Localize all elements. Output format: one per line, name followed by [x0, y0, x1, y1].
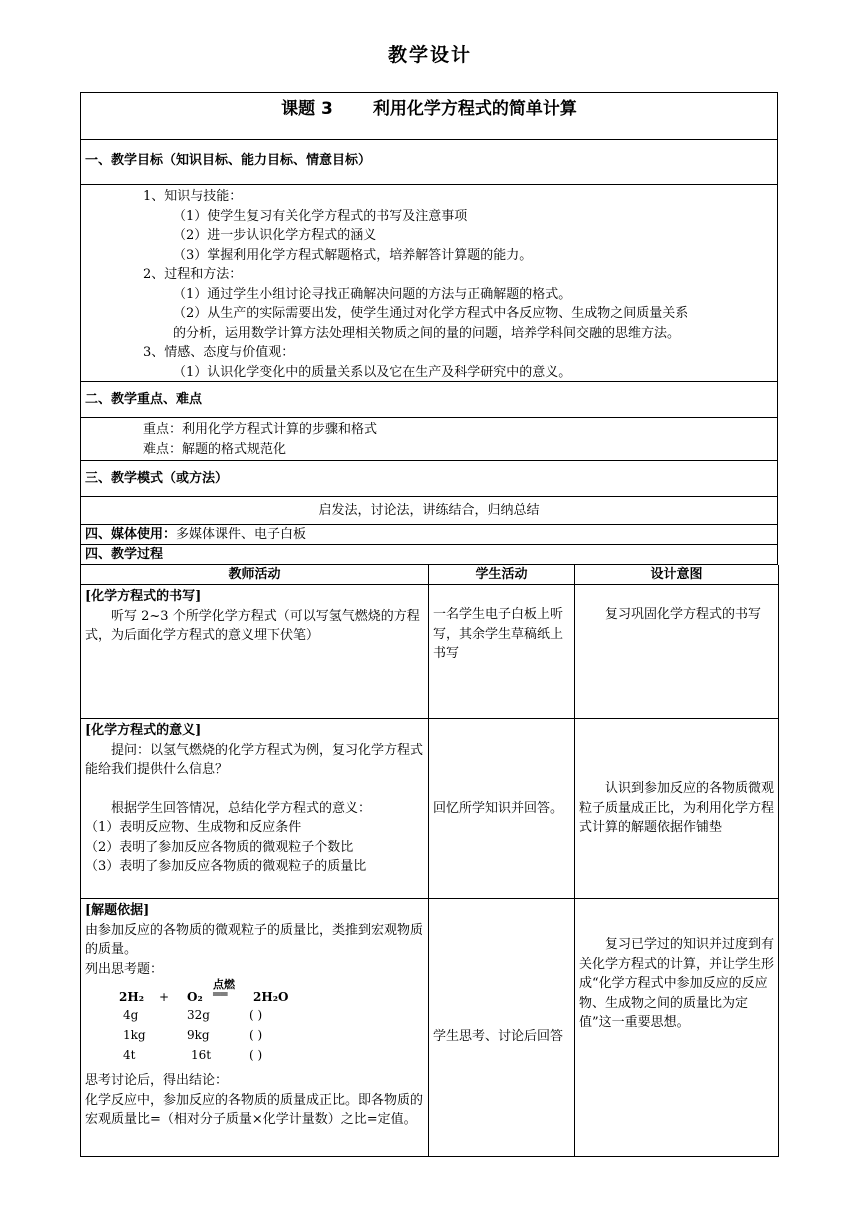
plus-sign: + — [159, 990, 170, 1004]
lesson-title-row — [80, 92, 778, 140]
product-h2o: 2H₂O — [253, 990, 289, 1004]
mass-h2: 4g — [123, 1008, 139, 1022]
teacher-activity-text: 听写 2~3 个所学化学方程式（可以写氢气燃烧的方程式，为后面化学方程式的意义埋下伏笔） — [85, 608, 420, 643]
knowledge-title: 1、知识与技能： — [143, 189, 243, 204]
teacher-activity-text: 由参加反应的各物质的微观粒子的质量比，类推到宏观物质的质量。 — [85, 922, 424, 957]
document-title: 教学设计 — [387, 44, 472, 66]
mass-o2: 32g — [187, 1008, 210, 1022]
key-point: 重点：利用化学方程式计算的步骤和格式 — [143, 422, 378, 437]
column-header: 设计意图 — [575, 565, 779, 585]
reaction-condition: 点燃 — [213, 978, 235, 991]
meaning-item: （2）表明了参加反应各物质的微观粒子个数比 — [85, 839, 354, 855]
difficult-point: 难点：解题的格式规范化 — [143, 441, 287, 457]
emotion-title: 3、情感、态度与价值观： — [143, 345, 295, 360]
knowledge-item: （3）掌握利用化学方程式解题格式，培养解答计算题的能力。 — [173, 247, 533, 263]
lesson-plan-table — [80, 92, 778, 1157]
table-row — [81, 585, 779, 719]
column-header: 学生活动 — [429, 565, 575, 585]
table-row — [81, 719, 779, 899]
table-header-row — [81, 565, 779, 585]
key-points-body — [80, 418, 778, 461]
media-row — [80, 525, 778, 545]
column-header: 教师活动 — [81, 565, 429, 585]
teacher-activity-heading: [解题依据] — [85, 903, 150, 918]
teacher-activity-heading: [化学方程式的书写] — [85, 589, 202, 604]
process-item: （2）从生产的实际需要出发，使学生通过对化学方程式中各反应物、生成物之间质量关系 — [173, 306, 689, 321]
design-intent: 复习巩固化学方程式的书写 — [605, 607, 762, 622]
method-heading: 三、教学模式（或方法） — [80, 461, 778, 497]
lesson-name: 利用化学方程式的简单计算 — [372, 99, 577, 119]
mass-h2: 4t — [123, 1048, 136, 1062]
mass-h2: 1kg — [123, 1028, 146, 1042]
teacher-activity-text: 思考讨论后，得出结论： — [85, 1073, 229, 1088]
teaching-process-table — [80, 565, 779, 1157]
mass-h2o-blank: ( ) — [249, 1048, 263, 1062]
teacher-activity-text: 提问：以氢气燃烧的化学方程式为例，复习化学方程式能给我们提供什么信息？ — [85, 742, 424, 777]
teacher-activity-text: 列出思考题： — [85, 961, 164, 977]
process-heading: 四、教学过程 — [80, 545, 778, 565]
reactant-h2: 2H₂ — [119, 990, 144, 1004]
process-item: （1）通过学生小组讨论寻找正确解决问题的方法与正确解题的格式。 — [173, 286, 572, 302]
knowledge-item: （2）进一步认识化学方程式的涵义 — [173, 228, 377, 243]
student-activity: 一名学生电子白板上听写，其余学生草稿纸上书写 — [433, 607, 564, 661]
media-heading: 四、媒体使用： — [85, 527, 177, 542]
design-intent: 复习已学过的知识并过度到有关化学方程式的计算，并让学生形成“化学方程式中参加反应的反应物、生成物之间的质量比为定值”这一重要思想。 — [579, 937, 775, 1030]
objectives-heading: 一、教学目标（知识目标、能力目标、情意目标） — [80, 140, 778, 185]
media-text: 多媒体课件、电子白板 — [176, 527, 307, 542]
design-intent: 认识到参加反应的各物质微观粒子质量成正比，为利用化学方程式计算的解题依据作铺垫 — [579, 781, 775, 836]
teacher-activity-heading: [化学方程式的意义] — [85, 723, 202, 738]
teacher-activity-text: 化学反应中，参加反应的各物质的质量成正比。即各物质的宏观质量比=（相对分子质量×化学计量数）之比=定值。 — [85, 1092, 424, 1127]
emotion-item: （1）认识化学变化中的质量关系以及它在生产及科学研究中的意义。 — [173, 364, 572, 380]
mass-o2: 9kg — [187, 1028, 210, 1042]
reaction-arrow: ══ — [213, 987, 228, 1001]
mass-h2o-blank: ( ) — [249, 1028, 263, 1042]
process-title: 2、过程和方法： — [143, 267, 243, 282]
key-points-heading: 二、教学重点、难点 — [80, 382, 778, 418]
meaning-item: （1）表明反应物、生成物和反应条件 — [85, 820, 302, 835]
lesson-number: 课题 3 — [281, 99, 333, 119]
method-text: 启发法，讨论法，讲练结合，归纳总结 — [80, 497, 778, 525]
student-activity: 学生思考、讨论后回答 — [433, 1028, 564, 1044]
process-item: 的分析，运用数学计算方法处理相关物质之间的量的问题，培养学科间交融的思维方法。 — [173, 325, 681, 341]
mass-o2: 16t — [191, 1048, 212, 1062]
table-row — [81, 899, 779, 1157]
student-activity: 回忆所学知识并回答。 — [433, 800, 564, 816]
meaning-item: （3）表明了参加反应各物质的微观粒子的质量比 — [85, 859, 367, 874]
reaction-equation — [85, 979, 424, 1071]
objectives-body — [80, 185, 778, 382]
knowledge-item: （1）使学生复习有关化学方程式的书写及注意事项 — [173, 208, 468, 224]
teacher-activity-text: 根据学生回答情况，总结化学方程式的意义： — [111, 800, 372, 816]
reactant-o2: O₂ — [187, 990, 203, 1004]
mass-h2o-blank: ( ) — [249, 1008, 263, 1022]
